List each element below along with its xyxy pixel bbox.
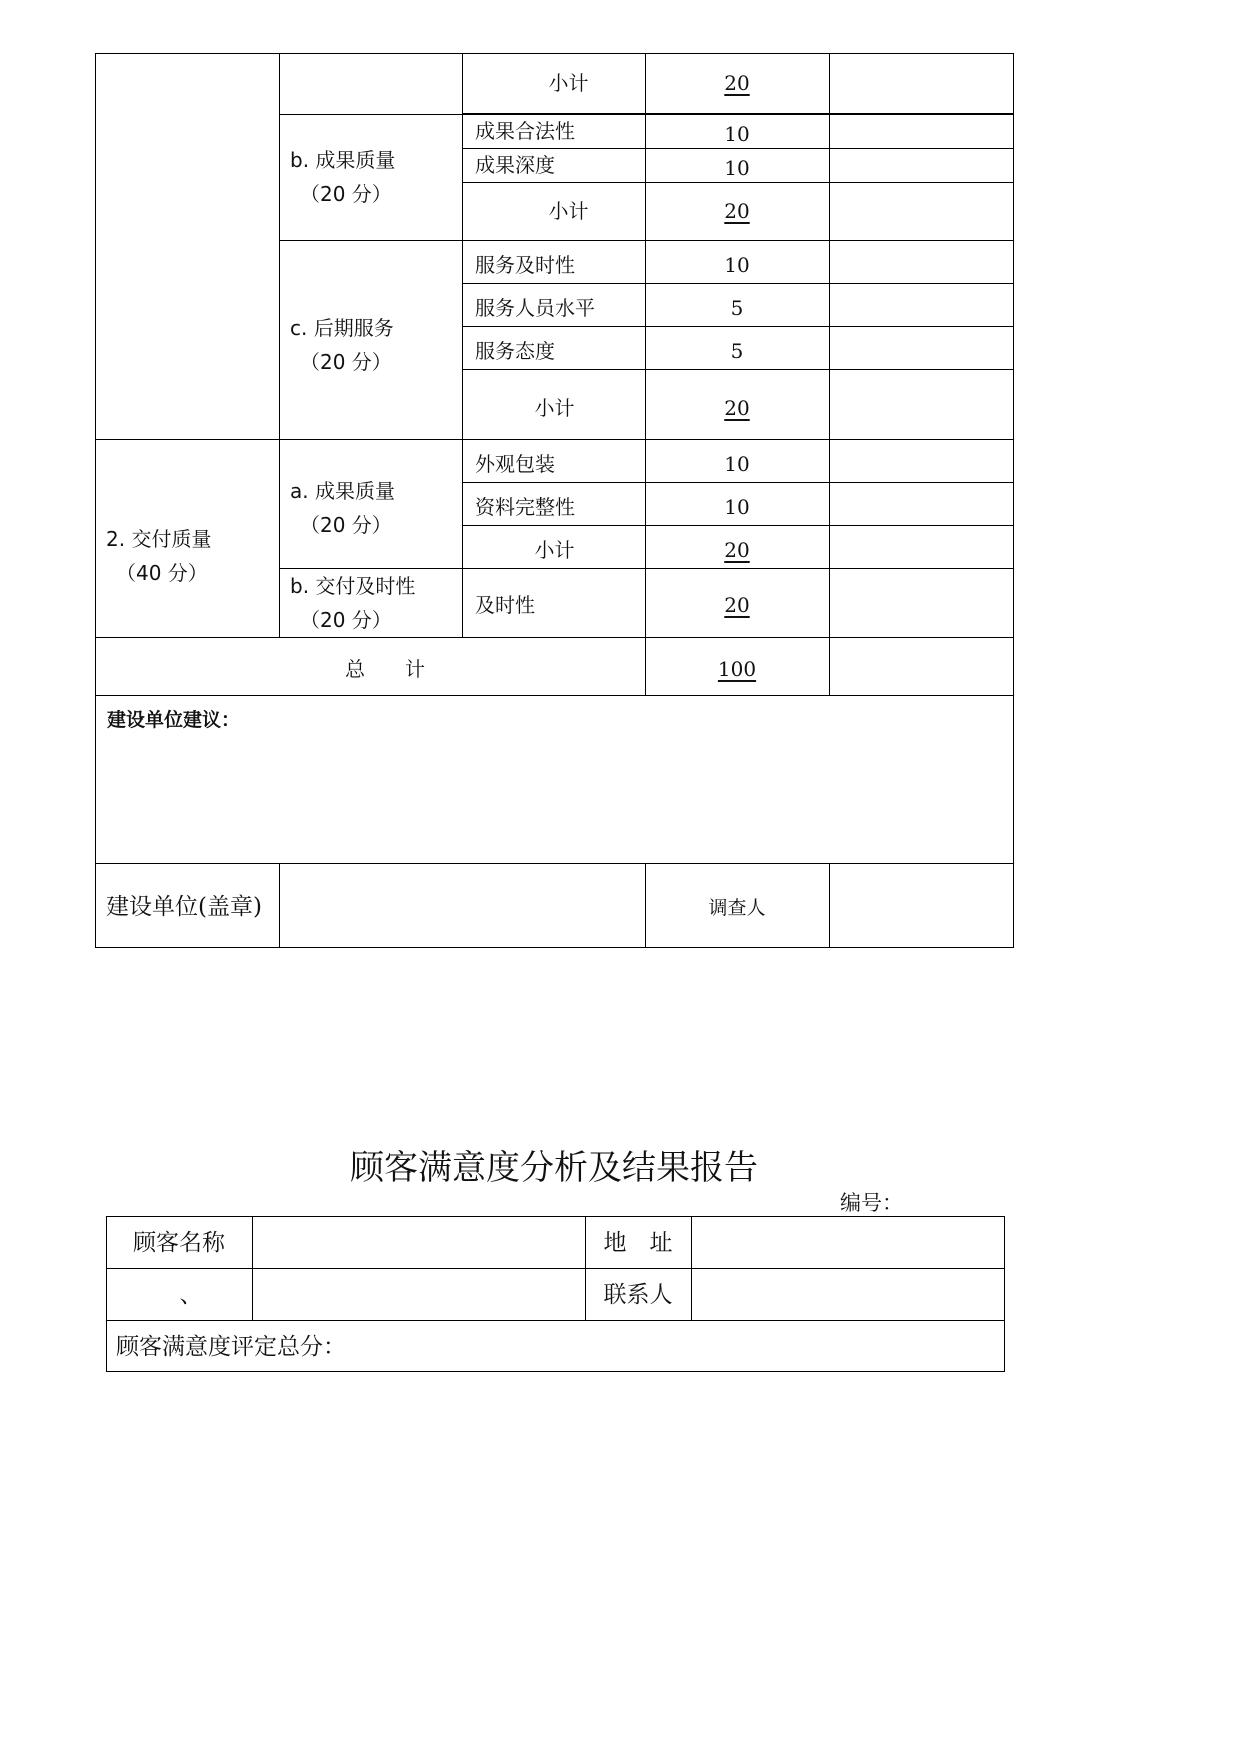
subcategory-cell (279, 439, 462, 568)
subcategory-points: （20 分） (300, 607, 392, 632)
customer-name-label: 顾客名称 (133, 1230, 225, 1257)
score-cell: 10 (724, 252, 750, 277)
customer-name-field[interactable] (253, 1217, 584, 1268)
score-cell: 20 (724, 537, 750, 562)
item-cell: 服务人员水平 (475, 295, 595, 320)
score-cell: 10 (724, 451, 750, 476)
total-score-label: 顾客满意度评定总分： (116, 1334, 346, 1361)
report-number-label: 编号： (840, 1191, 903, 1215)
item-cell: 成果深度 (475, 153, 555, 177)
address-field[interactable] (692, 1217, 1004, 1268)
subcategory-cell (279, 114, 462, 240)
score-cell: 10 (724, 494, 750, 519)
score-cell: 20 (724, 593, 750, 617)
category-cell (95, 439, 279, 637)
address-label: 地 址 (603, 1230, 673, 1257)
score-cell: 10 (724, 156, 750, 180)
score-cell: 5 (730, 338, 744, 363)
item-cell: 小计 (534, 396, 575, 420)
score-cell: 10 (724, 122, 750, 146)
subcategory-label: b. 成果质量 (290, 148, 396, 172)
subcategory-cell (279, 568, 462, 637)
score-cell: 5 (730, 295, 744, 320)
mark-label: 、 (179, 1282, 203, 1309)
item-cell: 小计 (548, 71, 589, 95)
category-points: （40 分） (116, 561, 208, 585)
subcategory-label: b. 交付及时性 (290, 573, 416, 598)
subcategory-label: c. 后期服务 (290, 315, 394, 340)
item-cell: 资料完整性 (475, 494, 575, 519)
subcategory-cell (279, 240, 462, 439)
surveyor-label: 调查人 (708, 896, 766, 919)
item-cell: 外观包装 (475, 451, 555, 476)
contact-field[interactable] (692, 1269, 1004, 1320)
score-cell: 20 (724, 199, 750, 223)
report-title: 顾客满意度分析及结果报告 (350, 1148, 758, 1188)
item-cell: 小计 (548, 199, 589, 223)
item-cell: 及时性 (475, 593, 535, 617)
subcategory-points: （20 分） (300, 349, 392, 374)
contact-label: 联系人 (603, 1282, 673, 1309)
item-cell: 成果合法性 (475, 119, 575, 143)
total-label: 总 计 (345, 657, 425, 681)
subcategory-points: （20 分） (300, 512, 392, 537)
total-score: 100 (717, 657, 757, 681)
suggestion-label: 建设单位建议： (107, 709, 241, 731)
item-cell: 小计 (534, 537, 575, 562)
score-cell: 20 (724, 396, 750, 420)
subcategory-label: a. 成果质量 (290, 478, 395, 503)
item-cell: 服务态度 (475, 338, 555, 363)
seal-label: 建设单位(盖章) (106, 894, 262, 921)
mark-field[interactable] (253, 1269, 584, 1320)
score-cell: 20 (724, 71, 750, 95)
subcategory-points: （20 分） (300, 182, 392, 206)
item-cell: 服务及时性 (475, 252, 575, 277)
category-label: 2. 交付质量 (106, 527, 212, 551)
